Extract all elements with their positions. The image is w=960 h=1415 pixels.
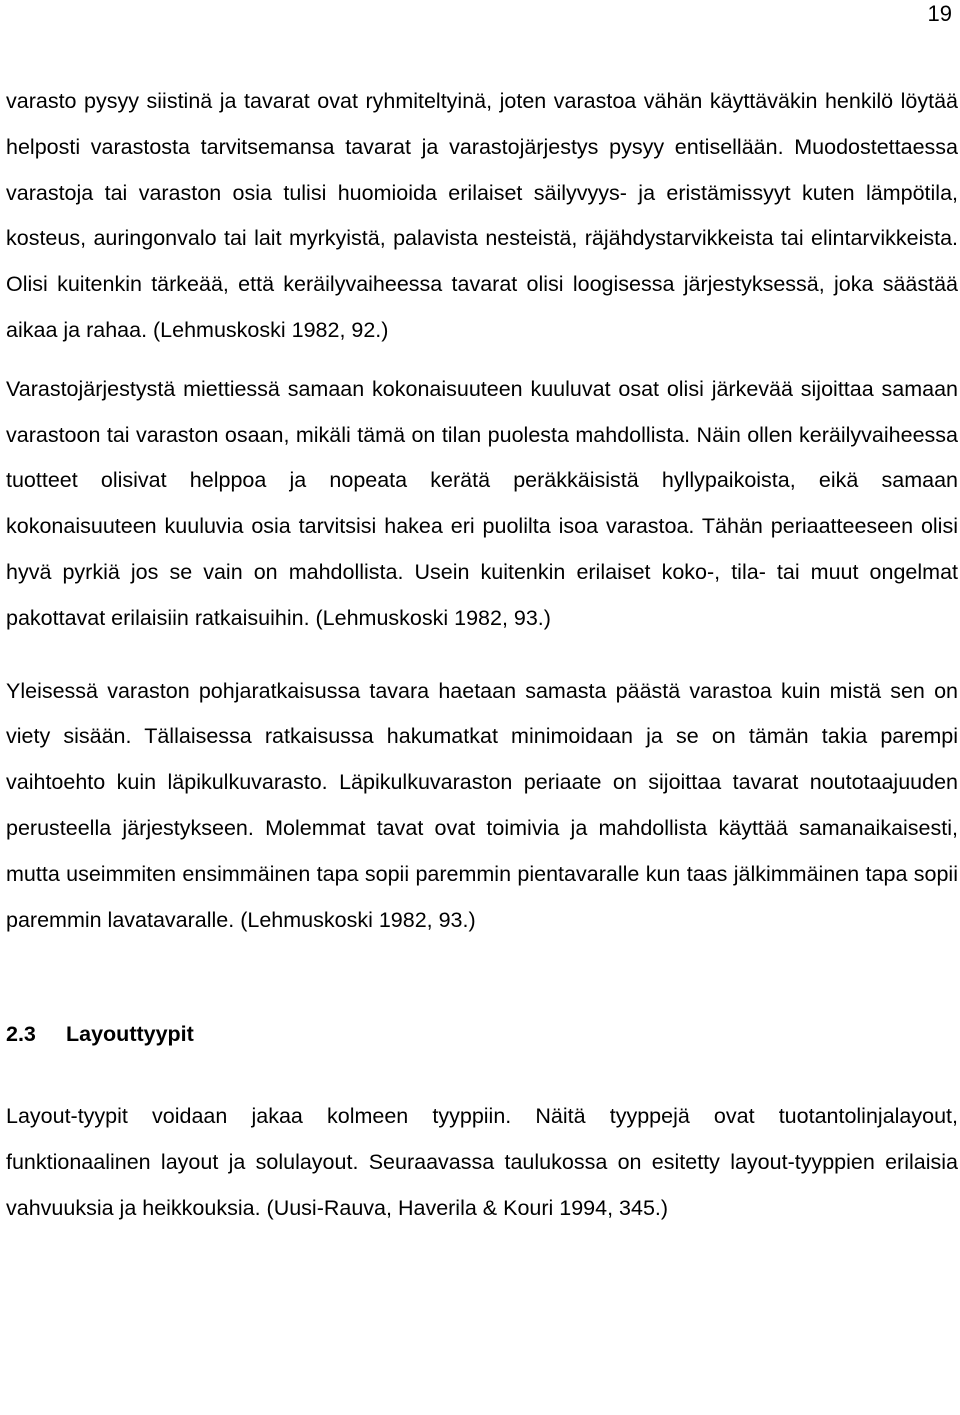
paragraph-storage-order: varasto pysyy siistinä ja tavarat ovat ryhmiteltyinä, joten varastoa vähän käyttäväkin henkilö löytää helposti varastosta tarvitsemansa tavarat ja varastojärjestys pysyy entisellään. Muodostettaessa varastoja tai varaston osia tulisi huomioida erilaiset säilyvyys- ja eristämissyyt kuten lämpötila, kosteus, auringonvalo tai lait myrkyistä, palavista nesteistä, räjähdystarvikkeista tai elintarvikkeista. Olisi kuitenkin tärkeää, että keräilyvaiheessa tavarat olisi loogisessa järjestyksessä, joka säästää aikaa ja rahaa. (Lehmuskoski 1982, 92.) <box>6 89 958 342</box>
paragraph-floor-plan: Yleisessä varaston pohjaratkaisussa tavara haetaan samasta päästä varastoa kuin mistä sen on viety sisään. Tällaisessa ratkaisussa hakumatkat minimoidaan ja se on tämän takia parempi vaihtoehto kuin läpikulkuvarasto. Läpikulkuvaraston periaate on sijoittaa tavarat noutotaajuuden perusteella järjestykseen. Molemmat tavat ovat toimivia ja mahdollista käyttää samanaikaisesti, mutta useimmiten ensimmäinen tapa sopii paremmin pientavaralle kun taas jälkimmäinen tapa sopii paremmin lavatavaralle. (Lehmuskoski 1982, 93.) <box>6 678 958 932</box>
section-heading <box>6 1011 958 1057</box>
document-body <box>6 79 958 1232</box>
paragraph-storage-arrangement: Varastojärjestystä miettiessä samaan kokonaisuuteen kuuluvat osat olisi järkevää sijoittaa samaan varastoon tai varaston osaan, mikäli tämä on tilan puolesta mahdollista. Näin ollen keräilyvaiheessa tuotteet olisivat helppoa ja nopeata kerätä peräkkäisistä hyllypaikoista, eikä samaan kokonaisuuteen kuuluvia osia tarvitsisi hakea eri puolilta isoa varastoa. Tähän periaatteeseen olisi hyvä pyrkiä jos se vain on mahdollista. Usein kuitenkin erilaiset koko-, tila- tai muut ongelmat pakottavat erilaisiin ratkaisuihin. (Lehmuskoski 1982, 93.) <box>6 376 958 630</box>
page-number: 19 <box>927 1 952 26</box>
section-number: 2.3 <box>6 1022 36 1047</box>
paragraph-layout-types: Layout-tyypit voidaan jakaa kolmeen tyyppiin. Näitä tyyppejä ovat tuotantolinjalayout, funktionaalinen layout ja solulayout. Seuraavassa taulukossa on esitetty layout-tyyppien erilaisia vahvuuksia ja heikkouksia. (Uusi-Rauva, Haverila & Kouri 1994, 345.) <box>6 1104 958 1220</box>
section-title: Layouttyypit <box>66 1022 194 1047</box>
